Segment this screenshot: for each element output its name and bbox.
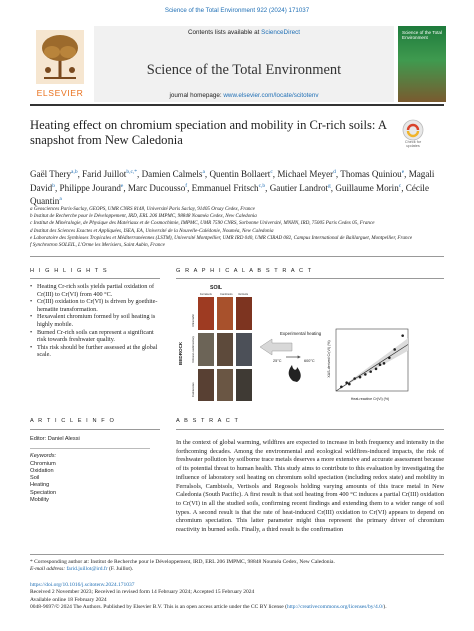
author-name[interactable]: Philippe Jourand: [59, 182, 121, 193]
journal-band: [94, 26, 394, 102]
author-name[interactable]: Emmanuel Fritsch: [191, 182, 259, 193]
editor-divider: [30, 448, 150, 449]
highlight-item: • Burned Cr-rich soils can represent a significant risk towards freshwater quality.: [30, 329, 158, 344]
data-point: [388, 356, 391, 359]
author-name[interactable]: Thomas Quiniou: [340, 169, 402, 180]
graphical-abstract-rule: [176, 278, 444, 279]
abstract-heading: A B S T R A C T: [176, 418, 240, 424]
highlight-item: • Hexavalent chromium formed by soil heating is highly mobile.: [30, 313, 158, 328]
keyword-item: Speciation: [30, 489, 57, 496]
check-for-updates-label: Check for updates: [404, 140, 422, 148]
affiliation-item: e Laboratoire des Symbioses Tropicales et Méditerranéennes (LSTM), Université Montpellier, UMR IRD 040, UMR CIRAD 082, Campus International de Baillarguet, Montpellier, France: [30, 234, 413, 241]
author-name[interactable]: Damien Calmels: [141, 169, 203, 180]
copyright-prefix: 0048-9697/© 2024 The Authors. Published by Elsevier B.V. This is an open access article under the CC BY license (: [30, 603, 287, 610]
author-affiliation-marker[interactable]: b: [52, 182, 55, 189]
author-affiliation-marker[interactable]: a: [59, 196, 62, 203]
author-affiliation-marker[interactable]: a: [202, 169, 205, 175]
author-name[interactable]: Marc Ducousso: [127, 182, 186, 193]
journal-title: Science of the Total Environment: [146, 62, 342, 78]
abstract-text: In the context of global warming, wildfires are expected to increase in both frequency and intensity in the forthcoming decades. Among the environmental and ecological wildfires-induced impacts, the risk of freshwater pollution by soilborne trace metals deserves a more extensive and accurate assessment because of its potential threat to human health. This study aims to contribute to this evaluation by investigating the influence of laboratory soil heating on chromium solid speciation (including redox state) and mobility in Ferralsols, Cambisols, Vertisols and Regosols holding varying amounts of this trace metal in New Caledonia (South Pacific). A first result is that soil heating from 400 °C induces a partial Cr(III) oxidation to Cr(VI) in all the studied soils, confirming recent findings and extending them to a wider range of soil types. A second result is that the rate of heat-induced Cr(III) oxidation to Cr(VI) appears to depend on chromium speciation. This latter parameter might thus represent the primary driver of chromium reactivity in burned soils. Finally, a third result is the confirmation: [176, 439, 444, 534]
ga-temp-low: 25°C: [273, 359, 282, 363]
data-point: [383, 362, 386, 365]
ga-soil-label: SOIL: [210, 285, 223, 291]
keyword-item: Soil: [30, 475, 40, 482]
data-point: [348, 383, 351, 386]
email-prefix: E-mail address:: [30, 566, 67, 573]
chart-xlabel: Heat-reactive Cr(VI) (%): [350, 397, 390, 401]
author-affiliation-marker[interactable]: g: [328, 182, 331, 189]
affiliation-list: [30, 206, 444, 249]
affiliation-item: f Synchrotron SOLEIL, L'Orme les Merisiers, Saint Aubin, France: [30, 242, 165, 249]
keyword-item: Oxidation: [30, 467, 54, 474]
data-point: [353, 377, 356, 380]
data-point: [364, 373, 367, 376]
data-point: [340, 386, 343, 389]
author-affiliation-marker[interactable]: b,c,*: [126, 169, 138, 175]
article-info: [30, 436, 150, 504]
author-name[interactable]: Michael Meyer: [277, 169, 334, 180]
chart-ylabel: XAS-derived Cr(VI) (%): [327, 340, 331, 378]
ga-rock-label-ultramafic: Ultramafic: [191, 313, 195, 327]
masthead-divider: [30, 104, 444, 106]
ga-rock-label-volcano: Volcano-sedimentary: [191, 336, 195, 363]
contents-prefix: Contents lists available at: [187, 29, 262, 36]
author-name[interactable]: Guillaume Morin: [335, 182, 399, 193]
email-suffix: (F. Juillot).: [107, 566, 134, 573]
article-info-rule: [30, 429, 160, 430]
keyword-item: Mobility: [30, 497, 49, 504]
affiliation-item: c Institut de Minéralogie, de Physique des Matériaux et de Cosmochimie, IMPMC, UMR 7590 CNRS, Sorbonne Université, MNHN, IRD, 75005 Paris Cedex 05, France: [30, 220, 375, 227]
ga-bedrock-label: BEDROCK: [178, 341, 183, 365]
journal-reference-link[interactable]: Science of the Total Environment 922 (2024) 171037: [164, 7, 310, 14]
author-affiliation-marker[interactable]: d: [333, 169, 336, 175]
doi-link[interactable]: https://doi.org/10.1016/j.scitotenv.2024.171037: [30, 582, 135, 588]
masthead: [30, 26, 446, 102]
flame-icon: [289, 365, 301, 382]
data-point: [369, 370, 372, 373]
available-online: Available online 18 February 2024: [30, 596, 107, 603]
homepage-prefix: journal homepage:: [169, 92, 224, 99]
graphical-abstract: [176, 283, 418, 403]
ga-column-label-1: Ferralsols: [200, 293, 212, 296]
author-affiliation-marker[interactable]: c: [270, 169, 273, 175]
author-affiliation-marker[interactable]: f: [185, 182, 188, 189]
keywords-heading: Keywords:: [30, 453, 57, 460]
journal-cover-thumbnail[interactable]: [398, 26, 446, 102]
data-point: [393, 348, 396, 351]
footer-divider: [30, 554, 444, 555]
highlight-item: • Heating Cr-rich soils yields partial oxidation of Cr(III) to Cr(VI) from 400 °C.: [30, 283, 158, 298]
copyright-suffix: ).: [383, 603, 387, 610]
author-affiliation-marker[interactable]: c,b: [258, 182, 266, 189]
data-point: [375, 368, 378, 371]
abstract-rule: [176, 429, 444, 430]
author-affiliation-marker[interactable]: a,b: [71, 169, 78, 175]
author-name[interactable]: Magali David: [30, 169, 435, 193]
author-name[interactable]: Quentin Bollaert: [209, 169, 271, 180]
article-info-heading: A R T I C L E I N F O: [30, 418, 116, 424]
author-affiliation-marker[interactable]: e: [120, 182, 124, 189]
scatter-plot: [336, 329, 408, 391]
highlights-heading: H I G H L I G H T S: [30, 268, 109, 274]
ga-temp-high: 600°C: [304, 359, 315, 363]
ga-rock-label-calcareous: Calcareous: [191, 382, 195, 397]
ga-treatment-label: Experimental heating: [280, 331, 322, 336]
affiliation-item: a Geosciences Paris-Saclay, GEOPS, UMR CNRS 8148, Université Paris Saclay, 91405 Orsay Cedex, France: [30, 206, 255, 212]
ga-column-label-3: Vertisols: [238, 293, 249, 296]
author-name[interactable]: Cécile Quantin: [30, 182, 429, 207]
affiliation-item: d Institut des Sciences Exactes et Appliquées, ISEA, EA, Université de la Nouvelle-Calédonie, Nouméa, New Caledonia: [30, 227, 274, 234]
highlights-rule: [30, 278, 160, 279]
data-point: [401, 334, 404, 337]
corresponding-footnote: [30, 559, 444, 573]
author-name[interactable]: Gautier Landrot: [269, 182, 329, 193]
keywords-list: [30, 461, 150, 505]
email-line: [30, 566, 444, 573]
article-title: Heating effect on chromium speciation and mobility in Cr-rich soils: A snapshot from New Caledonia: [30, 118, 387, 147]
elsevier-tree-logo: [30, 26, 90, 96]
author-name[interactable]: Farid Juillot: [82, 169, 127, 180]
soil-profile-photos: [198, 297, 252, 401]
check-for-updates-icon[interactable]: [400, 118, 426, 142]
highlights-list: [30, 283, 158, 359]
editor-line: Editor: Daniel Alessi: [30, 436, 80, 442]
author-name[interactable]: Gaël Thery: [30, 169, 71, 180]
cover-title: Science of the Total Environment: [402, 30, 443, 41]
publication-meta: [30, 582, 444, 611]
keyword-item: Heating: [30, 482, 50, 489]
data-point: [345, 381, 348, 384]
author-list: Gaël Thery$^{a,b}$, Farid Juillot$^{b,c,*}$, Damien Calmels$^a$, Quentin Bollaert$^c$, Michael Meyer$^d$, Thomas Quiniou$^e$, Magali David$^b$, Philippe Jourand$^e$, Marc Ducousso$^f$, Emmanuel Fritsch$^{c,b}$, Gautier Landrot$^g$, Guillaume Morin$^c$, Cécile Quantin$^a$: [30, 169, 435, 207]
sciencedirect-link[interactable]: ScienceDirect: [261, 29, 300, 36]
highlight-item: • Cr(III) oxidation to Cr(VI) is driven by goethite-hematite transformation.: [30, 298, 158, 313]
publisher-wordmark: ELSEVIER: [36, 88, 84, 98]
author-affiliation-marker[interactable]: c: [398, 182, 402, 189]
author-affiliation-marker[interactable]: e: [401, 169, 405, 175]
license-link[interactable]: http://creativecommons.org/licenses/by/4.0/: [286, 603, 384, 610]
ga-column-label-2: Cambisols: [220, 293, 233, 296]
regression-line: [336, 345, 408, 392]
received-dates: Received 2 November 2023; Received in revised form 14 February 2024; Accepted 15 February 2024: [30, 589, 255, 596]
author-email-link[interactable]: farid.juillot@ird.fr: [66, 566, 108, 573]
experimental-heating-box: [260, 331, 322, 363]
affiliations-divider: [30, 256, 444, 257]
journal-homepage-link[interactable]: www.elsevier.com/locate/scitotenv: [223, 92, 319, 99]
contents-line: [94, 29, 394, 36]
data-point: [379, 363, 382, 366]
keyword-item: Chromium: [30, 460, 56, 467]
homepage-line: [94, 92, 394, 99]
highlight-item: • This risk should be further assessed at the global scale.: [30, 344, 158, 359]
affiliation-item: b Institut de Recherche pour le Développement, IRD, ERL 206 IMPMC, 98848 Nouméa Cedex, New Caledonia: [30, 213, 257, 220]
graphical-abstract-heading: G R A P H I C A L A B S T R A C T: [176, 268, 313, 274]
data-point: [359, 376, 362, 379]
copyright-line: [30, 604, 444, 611]
corresponding-author: * Corresponding author at: Institut de Recherche pour le Développement, IRD, ERL 206 IMPMC, 98848 Nouméa Cedex, New Caledonia.: [30, 559, 335, 565]
